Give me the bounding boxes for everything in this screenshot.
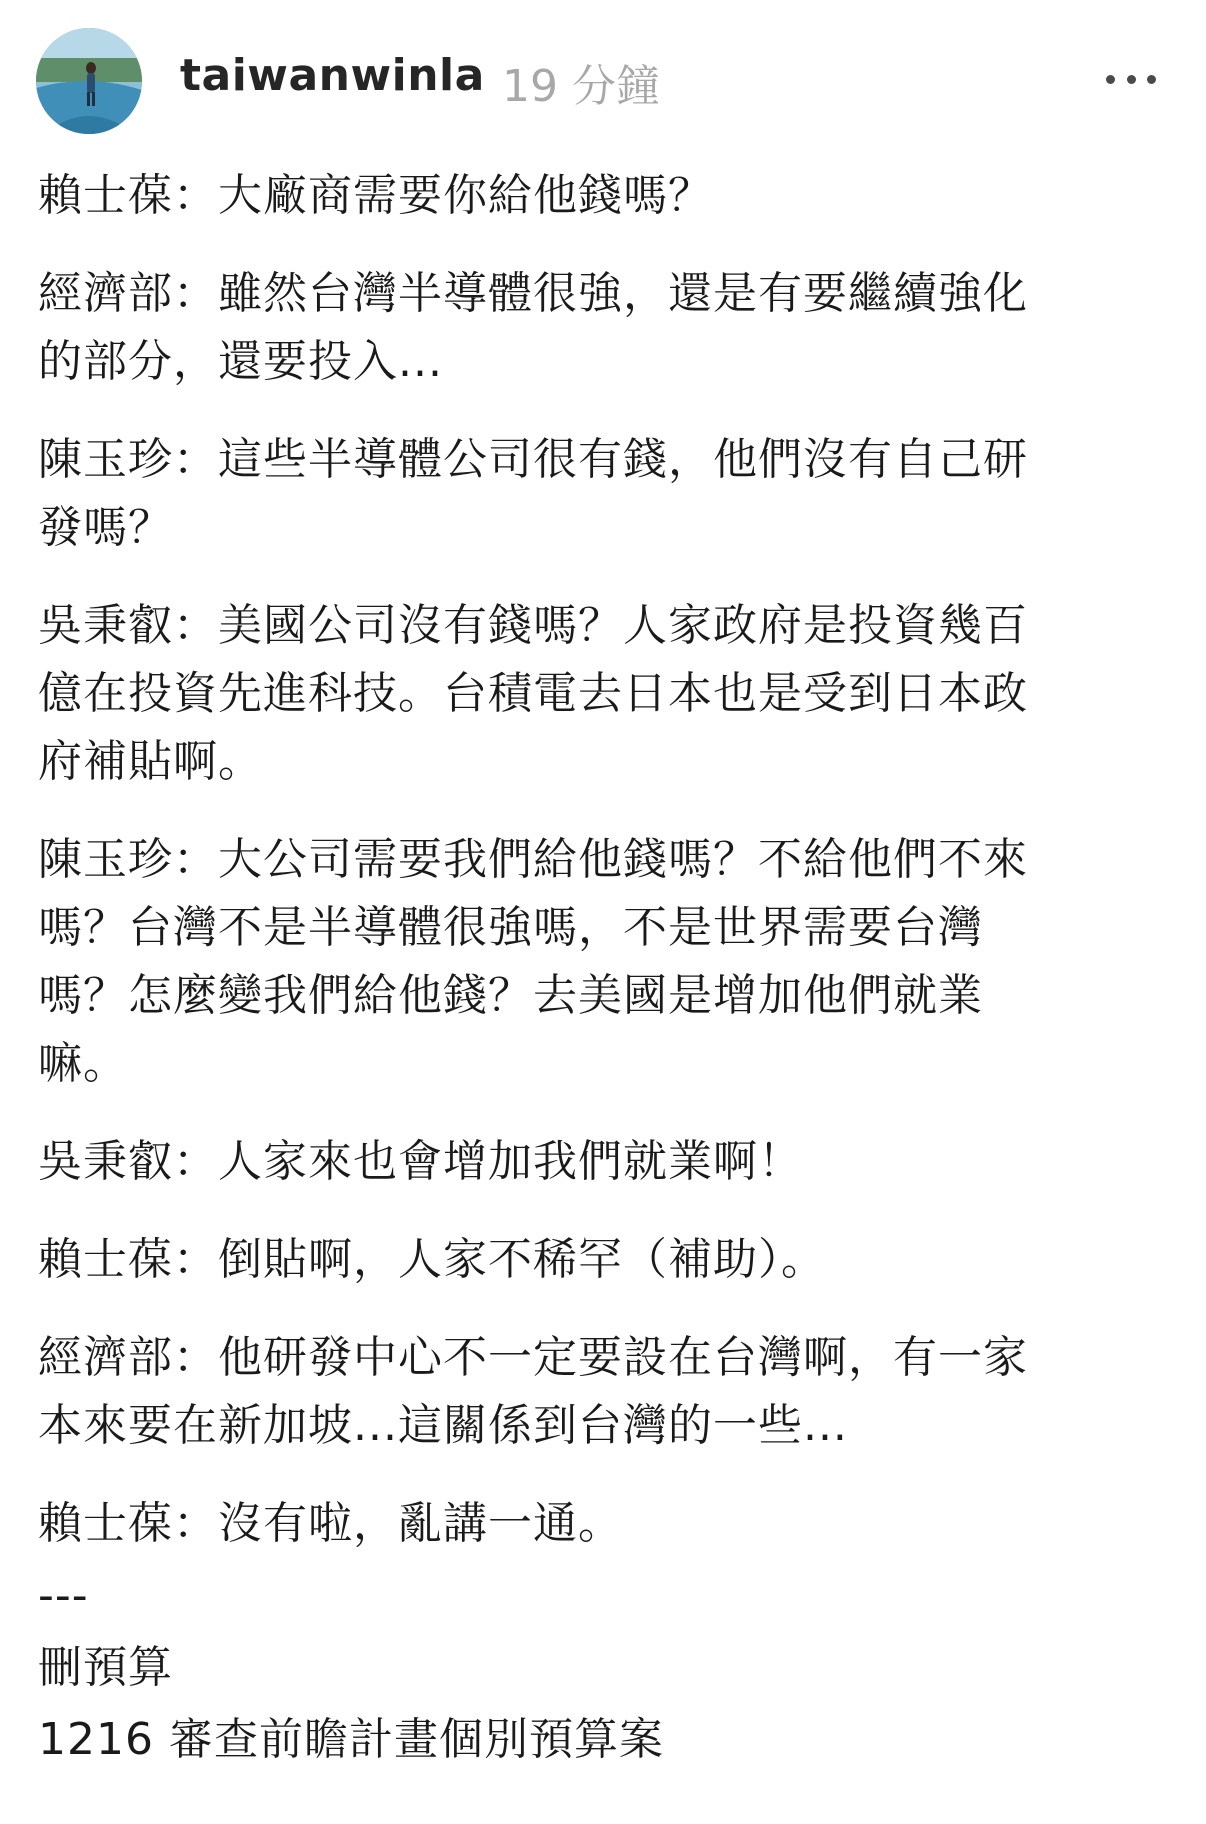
caption-line: 億在投資先進科技。台積電去日本也是受到日本政 <box>38 668 1028 719</box>
caption-line: 嗎？台灣不是半導體很強嗎，不是世界需要台灣 <box>38 902 983 953</box>
avatar-photo-icon <box>36 28 142 134</box>
caption-paragraph <box>38 1324 1178 1460</box>
caption-line: 賴士葆：倒貼啊，人家不稀罕（補助）。 <box>38 1234 826 1285</box>
caption-line: 經濟部：他研發中心不一定要設在台灣啊，有一家 <box>38 1332 1028 1383</box>
caption-paragraph <box>38 1706 1178 1774</box>
more-options-button[interactable] <box>1106 62 1156 96</box>
ellipsis-icon <box>1106 75 1115 84</box>
caption-line: 本來要在新加坡...這關係到台灣的一些... <box>38 1400 848 1451</box>
caption-line: 經濟部：雖然台灣半導體很強，還是有要繼續強化 <box>38 268 1028 319</box>
caption-line: --- <box>38 1570 89 1621</box>
post-caption <box>38 162 1178 1778</box>
caption-line: 1216 審查前瞻計畫個別預算案 <box>38 1714 664 1765</box>
caption-line: 嗎？怎麼變我們給他錢？去美國是增加他們就業 <box>38 970 983 1021</box>
caption-line: 賴士葆：沒有啦，亂講一通。 <box>38 1498 623 1549</box>
caption-line: 嘛。 <box>38 1038 128 1089</box>
caption-paragraph <box>38 1490 1178 1558</box>
caption-line: 陳玉珍：大公司需要我們給他錢嗎？不給他們不來 <box>38 834 1028 885</box>
post-timestamp: 19 分鐘 <box>502 61 660 112</box>
caption-paragraph <box>38 592 1178 796</box>
caption-line: 吳秉叡：人家來也會增加我們就業啊！ <box>38 1136 803 1187</box>
caption-line: 發嗎？ <box>38 502 173 553</box>
caption-divider <box>38 1562 1178 1630</box>
ellipsis-icon <box>1147 75 1156 84</box>
caption-line: 刪預算 <box>38 1642 173 1693</box>
caption-line: 的部分，還要投入... <box>38 336 443 387</box>
caption-paragraph <box>38 260 1178 396</box>
caption-line: 府補貼啊。 <box>38 736 263 787</box>
ellipsis-icon <box>1127 75 1136 84</box>
caption-paragraph <box>38 1226 1178 1294</box>
avatar[interactable] <box>36 28 142 134</box>
post-header <box>0 0 1206 160</box>
caption-paragraph <box>38 162 1178 230</box>
caption-line: 陳玉珍：這些半導體公司很有錢，他們沒有自己研 <box>38 434 1028 485</box>
caption-paragraph <box>38 426 1178 562</box>
caption-paragraph <box>38 826 1178 1098</box>
caption-line: 吳秉叡：美國公司沒有錢嗎？人家政府是投資幾百 <box>38 600 1028 651</box>
caption-line: 賴士葆：大廠商需要你給他錢嗎？ <box>38 170 713 221</box>
caption-paragraph <box>38 1634 1178 1702</box>
caption-paragraph <box>38 1128 1178 1196</box>
username[interactable]: taiwanwinla <box>180 50 485 101</box>
